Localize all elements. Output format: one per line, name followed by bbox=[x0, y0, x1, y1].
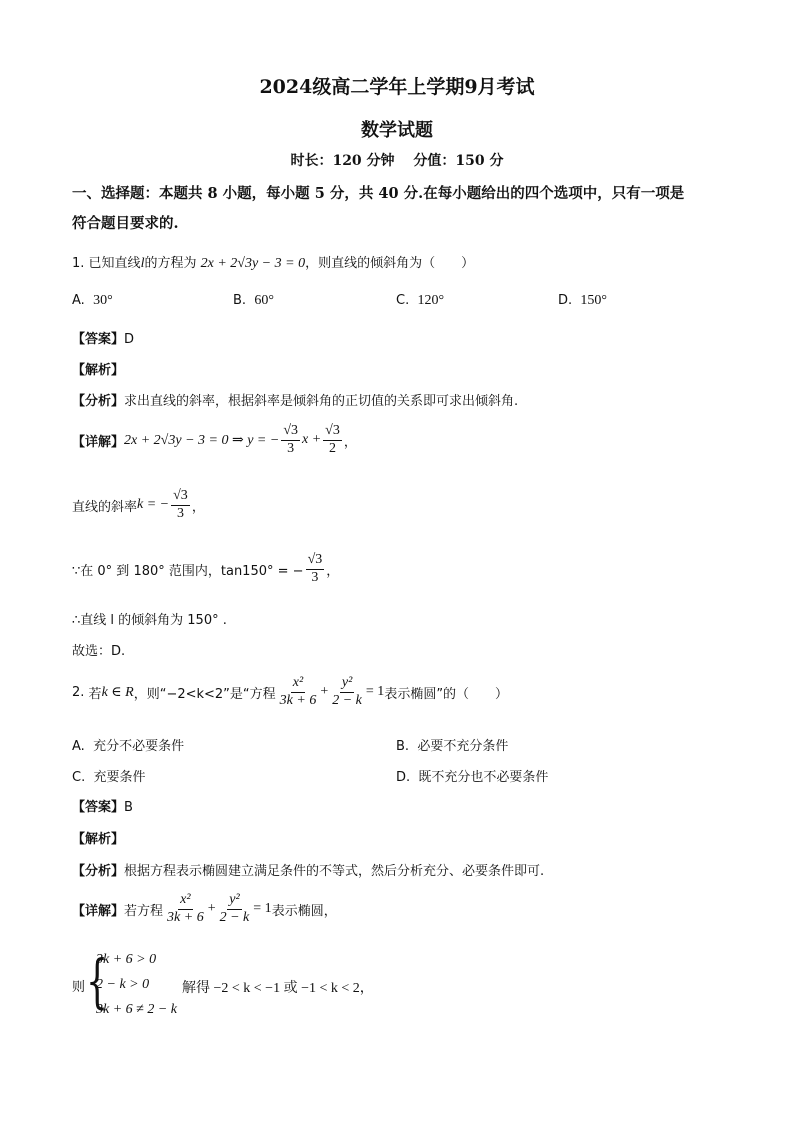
left-brace: { bbox=[86, 947, 109, 1015]
answer-value: B bbox=[124, 800, 133, 815]
option-label: B. bbox=[396, 739, 410, 754]
page-subtitle: 数学试题 bbox=[361, 120, 433, 141]
q1-stem-text-b: 的方程为 bbox=[144, 256, 197, 271]
q1-stem-var: l bbox=[140, 256, 145, 271]
q1-option-b bbox=[233, 293, 274, 309]
slope-eq: k = − bbox=[137, 497, 170, 513]
answer-tag: 【答案】 bbox=[72, 800, 125, 815]
q1-choose: 故选：D. bbox=[72, 644, 126, 659]
detail-frac-1 bbox=[281, 424, 300, 456]
since-end: ， bbox=[326, 563, 340, 579]
since-frac bbox=[306, 553, 325, 585]
q1-option-c bbox=[396, 293, 444, 309]
q2-option-b bbox=[396, 735, 508, 754]
answer-tag: 【答案】 bbox=[72, 332, 125, 347]
option-label: D. bbox=[396, 770, 411, 785]
q1-therefore: ∴直线 l 的倾斜角为 150° . bbox=[72, 613, 227, 628]
q2-frac-1 bbox=[278, 676, 319, 708]
frac-den: 3 bbox=[176, 505, 184, 521]
q2-frac-2 bbox=[330, 676, 364, 708]
frac-den: 2 bbox=[329, 440, 337, 456]
q2-stem-text-b: ，则“−2<k<2”是“方程 bbox=[133, 686, 276, 702]
page-title: 2024级高二学年上学期9月考试 bbox=[259, 76, 535, 98]
q1-detail bbox=[72, 424, 357, 456]
frac-den: 3 bbox=[311, 569, 319, 585]
detail-eq-mid: x + bbox=[302, 432, 322, 448]
q2-plus: + bbox=[320, 684, 329, 700]
frac-num: y² bbox=[340, 676, 354, 693]
detail-plus: + bbox=[207, 901, 216, 917]
detail-tag: 【详解】 bbox=[72, 903, 125, 919]
q1-answer bbox=[72, 328, 134, 347]
option-label: C. bbox=[72, 770, 86, 785]
since-text: ∵在 0° 到 180° 范围内，tan150° = − bbox=[72, 563, 304, 579]
frac-num: √3 bbox=[306, 553, 325, 570]
detail-frac-2 bbox=[323, 424, 342, 456]
system-line-3: 3k + 6 ≠ 2 − k bbox=[96, 1002, 178, 1017]
q2-option-d bbox=[396, 766, 548, 785]
q1-analysis-tag: 【解析】 bbox=[72, 363, 125, 378]
q1-stem bbox=[72, 252, 474, 272]
option-label: D. bbox=[558, 293, 573, 308]
q2-stem-text-a: 若 bbox=[88, 686, 102, 702]
q2-option-c bbox=[72, 766, 146, 785]
then-text: 则 bbox=[72, 980, 86, 995]
q1-fenxi bbox=[72, 390, 518, 409]
q1-slope bbox=[72, 489, 205, 521]
detail-text-b: 表示椭圆， bbox=[271, 903, 337, 919]
slope-end: ， bbox=[191, 499, 205, 515]
section-heading-line1: 一、选择题：本题共 8 小题，每小题 5 分，共 40 分.在每小题给出的四个选项中，只有一项是 bbox=[72, 185, 685, 202]
frac-num: √3 bbox=[171, 489, 190, 506]
section-heading-line2: 符合题目要求的. bbox=[72, 215, 179, 232]
q1-stem-text-a: 已知直线 bbox=[88, 256, 141, 271]
q1-number: 1. bbox=[72, 256, 85, 271]
detail-eq: = 1 bbox=[253, 901, 272, 917]
q2-detail bbox=[72, 893, 337, 925]
q1-stem-text-c: ，则直线的倾斜角为（ ） bbox=[305, 256, 475, 271]
frac-num: x² bbox=[291, 676, 305, 693]
frac-den: 2 − k bbox=[219, 909, 250, 925]
q2-stem bbox=[72, 676, 508, 708]
option-label: B. bbox=[233, 293, 247, 308]
q2-eq-end: = 1 bbox=[365, 684, 385, 700]
option-label: C. bbox=[396, 293, 410, 308]
detail-eq-left: 2x + 2√3y − 3 = 0 ⇒ y = − bbox=[124, 432, 280, 448]
fenxi-text: 求出直线的斜率，根据斜率是倾斜角的正切值的关系即可求出倾斜角. bbox=[124, 394, 519, 409]
fenxi-text: 根据方程表示椭圆建立满足条件的不等式，然后分析充分、必要条件即可. bbox=[124, 864, 545, 879]
option-value: 150° bbox=[580, 293, 608, 308]
frac-num: x² bbox=[178, 893, 192, 910]
frac-den: 3k + 6 bbox=[167, 909, 204, 925]
option-label: A. bbox=[72, 293, 85, 308]
q2-fenxi bbox=[72, 860, 544, 879]
exam-meta: 时长：120 分钟 分值：150 分 bbox=[290, 153, 504, 169]
q2-stem-text-c: 表示椭圆”的（ ） bbox=[384, 686, 509, 702]
slope-text: 直线的斜率 bbox=[72, 499, 138, 515]
q1-option-d bbox=[558, 293, 607, 309]
detail-tag: 【详解】 bbox=[72, 434, 125, 450]
q1-option-a bbox=[72, 293, 113, 309]
q2-number: 2. bbox=[72, 684, 85, 700]
frac-den: 3k + 6 bbox=[279, 692, 317, 708]
q2-answer bbox=[72, 796, 133, 815]
fenxi-tag: 【分析】 bbox=[72, 394, 125, 409]
fenxi-tag: 【分析】 bbox=[72, 864, 125, 879]
q2-analysis-tag: 【解析】 bbox=[72, 832, 125, 847]
q2-option-a bbox=[72, 735, 184, 754]
option-value: 充要条件 bbox=[93, 770, 146, 785]
detail-frac-2 bbox=[218, 893, 252, 925]
system-line-1: 3k + 6 > 0 bbox=[96, 952, 157, 967]
option-value: 30° bbox=[93, 293, 113, 308]
option-value: 充分不必要条件 bbox=[93, 739, 185, 754]
frac-den: 2 − k bbox=[332, 692, 362, 708]
frac-num: y² bbox=[227, 893, 241, 910]
solve-text: 解得 −2 < k < −1 或 −1 < k < 2， bbox=[182, 981, 374, 996]
q2-stem-k: k ∈ R bbox=[101, 684, 134, 700]
frac-num: √3 bbox=[281, 424, 300, 441]
option-value: 必要不充分条件 bbox=[417, 739, 509, 754]
system-line-2: 2 − k > 0 bbox=[96, 977, 150, 992]
q1-since bbox=[72, 553, 339, 585]
detail-eq-end: ， bbox=[343, 434, 357, 450]
slope-frac bbox=[171, 489, 190, 521]
option-value: 60° bbox=[254, 293, 274, 308]
frac-num: √3 bbox=[323, 424, 342, 441]
option-value: 120° bbox=[417, 293, 445, 308]
detail-frac-1 bbox=[165, 893, 206, 925]
frac-den: 3 bbox=[287, 440, 295, 456]
q1-equation: 2x + 2√3y − 3 = 0 bbox=[200, 256, 306, 271]
option-label: A. bbox=[72, 739, 85, 754]
answer-value: D bbox=[124, 332, 135, 347]
detail-text-a: 若方程 bbox=[124, 903, 164, 919]
option-value: 既不充分也不必要条件 bbox=[418, 770, 549, 785]
